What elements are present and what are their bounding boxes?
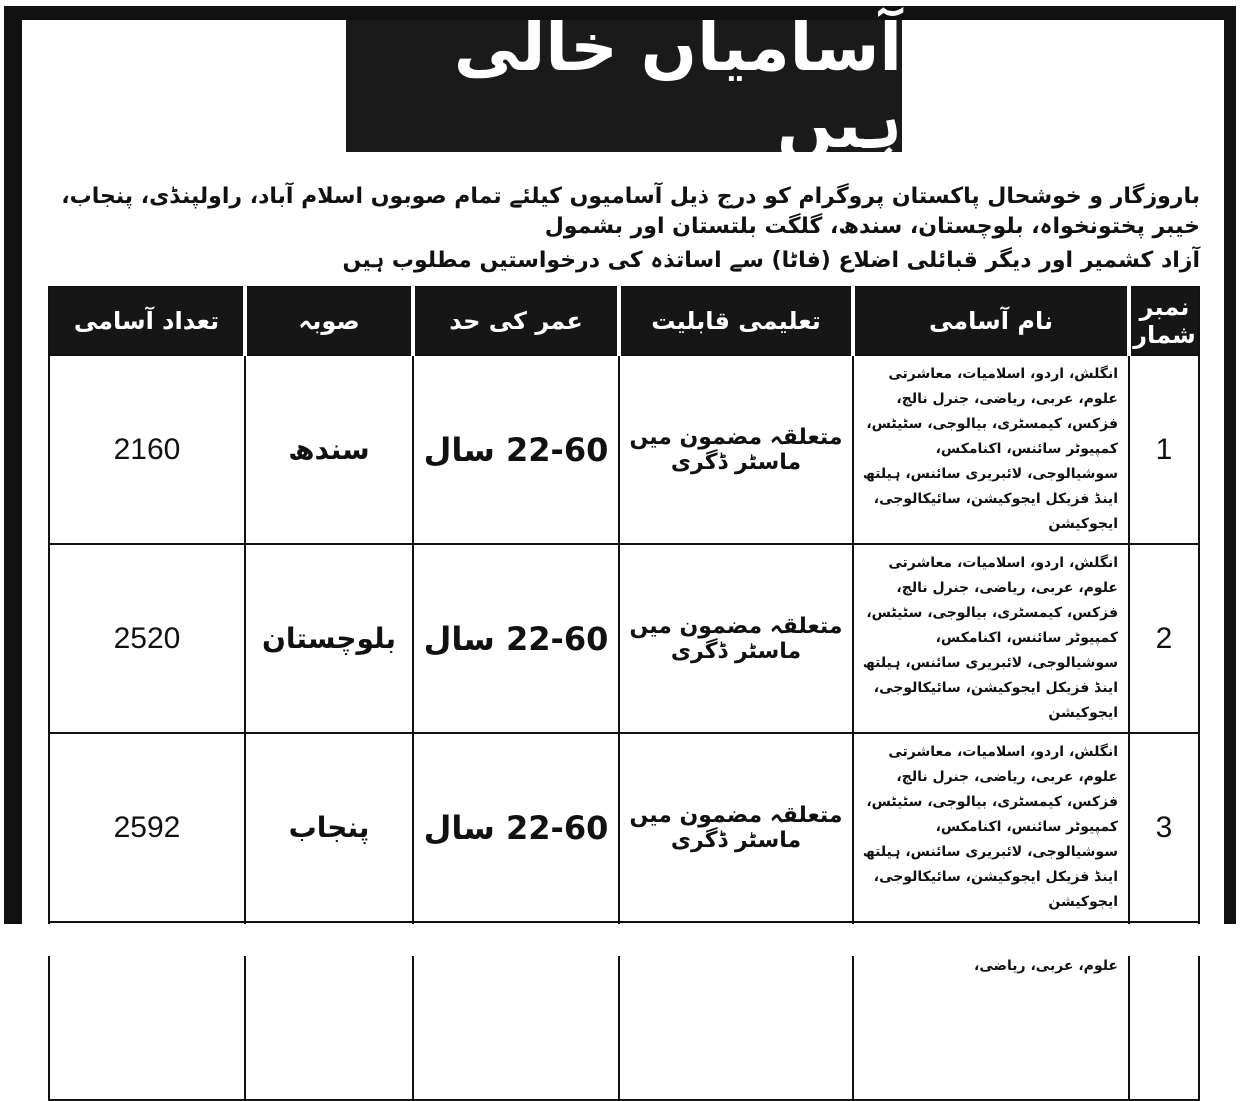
header-serial: نمبر شمار [1129,287,1199,355]
cell-age: 22-60 سال [413,544,619,733]
cell-province: پنجاب [245,733,413,922]
header-count: تعداد آسامی [49,287,245,355]
vacancy-table [48,286,1200,1101]
cell-post: انگلش، اردو، اسلامیات، معاشرتی علوم، عربی، ریاضی، جنرل نالج، فزکس، کیمسٹری، بیالوجی، سٹیٹس، کمپیوٹر سائنس، اکنامکس، سوشیالوجی، لائبریری سائنس، ہیلتھ اینڈ فزیکل ایجوکیشن، سائیکالوجی، ایجوکیشن [853,355,1129,544]
cell-qualification: متعلقہ مضمون میں ماسٹر ڈگری [619,544,853,733]
cell-province: سندھ [245,355,413,544]
intro-line-2: آزاد کشمیر اور دیگر قبائلی اضلاع (فاٹا) سے اساتذہ کی درخواستیں مطلوب ہیں [342,248,1200,273]
table-header-row [49,287,1199,355]
cell-serial: 3 [1129,733,1199,922]
cell-age: 22-60 سال [413,355,619,544]
intro-line-1: باروزگار و خوشحال پاکستان پروگرام کو درج ذیل آسامیوں کیلئے تمام صوبوں اسلام آباد، راولپنڈی، پنجاب، خیبر پختونخواہ، بلوچستان، سندھ، گلگت بلتستان اور بشمول [61,184,1200,239]
advertisement-frame [4,6,1236,974]
header-qualification: تعلیمی قابلیت [619,287,853,355]
cell-qualification: متعلقہ مضمون میں ماسٹر ڈگری [619,733,853,922]
table-row [49,355,1199,544]
cell-post: علوم، عربی، ریاضی، [853,922,1129,1100]
cell-post: انگلش، اردو، اسلامیات، معاشرتی علوم، عربی، ریاضی، جنرل نالج، فزکس، کیمسٹری، بیالوجی، سٹیٹس، کمپیوٹر سائنس، اکنامکس، سوشیالوجی، لائبریری سائنس، ہیلتھ اینڈ فزیکل ایجوکیشن، سائیکالوجی، ایجوکیشن [853,733,1129,922]
header-province: صوبہ [245,287,413,355]
cell-serial: 1 [1129,355,1199,544]
advertisement-body [22,9,1224,974]
cell-serial: 2 [1129,544,1199,733]
cell-count: 2520 [49,544,245,733]
cell-qualification: متعلقہ مضمون میں ماسٹر ڈگری [619,355,853,544]
header-age: عمر کی حد [413,287,619,355]
bottom-margin [0,924,1246,956]
page-title: آسامیاں خالی ہیں [346,20,902,152]
cell-count: 2592 [49,733,245,922]
cell-post: انگلش، اردو، اسلامیات، معاشرتی علوم، عربی، ریاضی، جنرل نالج، فزکس، کیمسٹری، بیالوجی، سٹیٹس، کمپیوٹر سائنس، اکنامکس، سوشیالوجی، لائبریری سائنس، ہیلتھ اینڈ فزیکل ایجوکیشن، سائیکالوجی، ایجوکیشن [853,544,1129,733]
table-row [49,733,1199,922]
table-row [49,544,1199,733]
header-post: نام آسامی [853,287,1129,355]
cell-count: 2160 [49,355,245,544]
cell-age: 22-60 سال [413,733,619,922]
cell-province: بلوچستان [245,544,413,733]
